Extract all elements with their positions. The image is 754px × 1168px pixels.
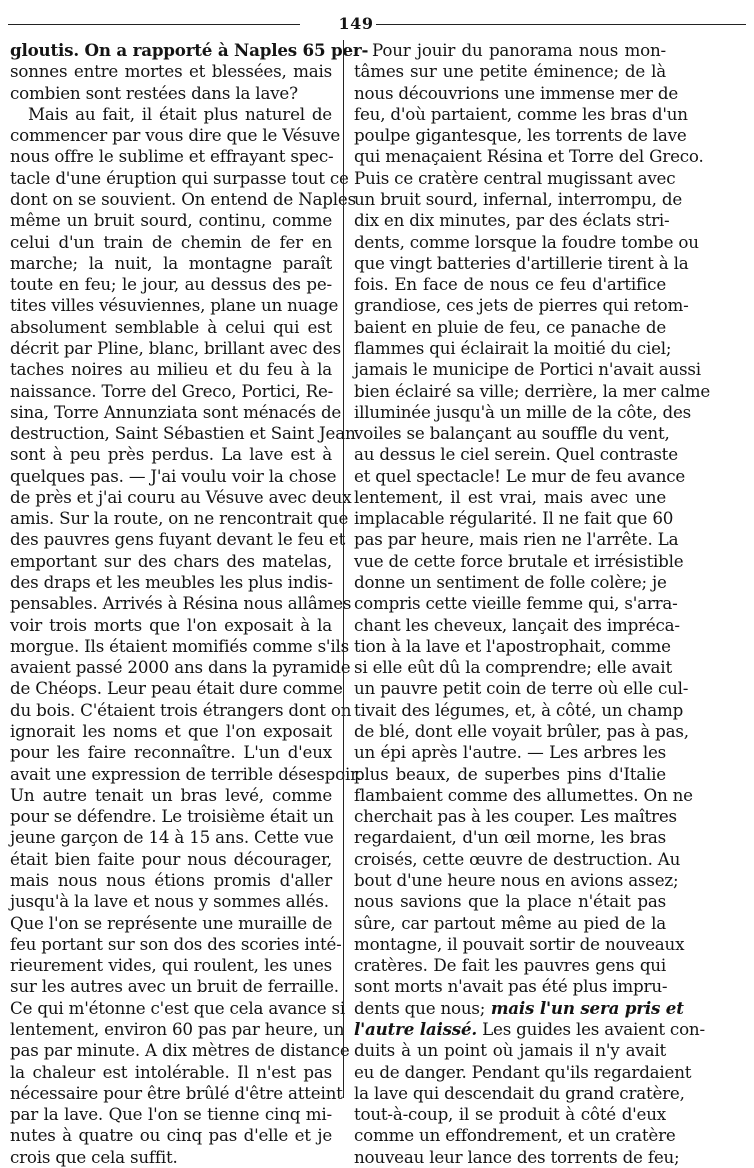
text-line: cherchait pas à les couper. Les maîtres [354,806,677,827]
text-line: voiles se balançant au souffle du vent, [354,423,670,444]
text-line: regardaient, d'un œil morne, les bras [354,827,666,848]
text-line: compris cette vieille femme qui, s'arra- [354,593,678,614]
text-line: de Chéops. Leur peau était dure comme [10,678,343,699]
text-line: implacable régularité. Il ne fait que 60 [354,508,674,529]
text-line: un pauvre petit coin de terre où elle cul- [354,678,689,699]
text-line: dents, comme lorsque la foudre tombe ou [354,231,699,252]
text-line: Un autre tenait un bras levé, comme [10,784,332,805]
text-line: absolument semblable à celui qui est [10,316,332,337]
text-line: Mais au fait, il était plus naturel de [28,103,332,124]
text-line: baient en pluie de feu, ce panache de [354,316,666,337]
text-line: sûre, car partout même au pied de la [354,912,666,933]
text-line: flambaient comme des allumettes. On ne [354,784,693,805]
text-line: montagne, il pouvait sortir de nouveaux [354,933,685,954]
text-line: poulpe gigantesque, les torrents de lave [354,125,687,146]
text-line: même un bruit sourd, continu, comme [10,210,332,231]
text-line: feu, d'où partaient, comme les bras d'un [354,103,688,124]
text-line: mais nous nous étions promis d'aller [10,869,332,890]
text-line: flammes qui éclairait la moitié du ciel; [354,337,672,358]
text-line: un épi après l'autre. — Les arbres les [354,742,666,763]
text-line: tites villes vésuviennes, plane un nuage [10,295,339,316]
header-rule-left [8,24,300,25]
text-line: jeune garçon de 14 à 15 ans. Cette vue [10,827,334,848]
text-line: tivait des légumes, et, à côté, un champ [354,699,684,720]
italic-quote: mais l'un sera pris et [485,997,684,1018]
text-line: duits à un point où jamais il n'y avait [354,1040,666,1061]
text-line: eu de danger. Pendant qu'ils regardaient [354,1061,692,1082]
text-line: sina, Torre Annunziata sont ménacés de [10,401,342,422]
text-line: destruction, Saint Sébastien et Saint Jean [10,423,356,444]
text-line: vue de cette force brutale et irrésistible [354,550,684,571]
text-line: de blé, dont elle voyait brûler, pas à pas, [354,721,689,741]
text-line: rieurement vides, qui roulent, les unes [10,955,332,976]
text-line: tacle d'une éruption qui surpasse tout ce [10,167,349,188]
text-line: lentement, il est vrai, mais avec une [354,486,666,507]
text-line: Que l'on se représente une muraille de [10,912,333,933]
text-line: avait une expression de terrible désespoir. [10,763,362,784]
text-line: comme un effondrement, et un cratère [354,1125,676,1146]
text-line: morgue. Ils étaient momifiés comme s'ils [10,635,349,656]
left-column [10,40,369,1168]
text-line: tout-à-coup, il se produit à côté d'eux [354,1104,666,1125]
text-line: tion à la lave et l'apostrophait, comme [354,635,671,656]
text-line: décrit par Pline, blanc, brillant avec des [10,337,341,358]
text-line: cratères. De fait les pauvres gens qui [354,955,666,976]
text-line: feu portant sur son dos des scories inté- [10,933,342,954]
text-line: pensables. Arrivés à Résina nous allâmes [10,593,352,614]
text-line: toute en feu; le jour, au dessus des pe- [10,274,332,295]
text-line: que vingt batteries d'artillerie tirent à la [354,252,689,273]
text-line: commencer par vous dire que le Vésuve [10,125,341,146]
text-line: quelques pas. — J'ai voulu voir la chose [10,465,337,486]
text-line: emportant sur des chars des matelas, [10,550,332,571]
header-rule-right [376,24,746,25]
text-line: nous savions que la place n'était pas [354,891,666,912]
text-line [354,997,684,1019]
text-line: du bois. C'étaient trois étrangers dont on [10,699,352,720]
text-line: crois que cela suffit. [10,1146,178,1167]
text-line: sur les autres avec un bruit de ferraille. [10,976,339,997]
text-line: était bien faite pour nous décourager, [10,848,332,869]
page-header [8,12,746,38]
text-line: des pauvres gens fuyant devant le feu et [10,529,346,550]
text-line: pas par minute. A dix mètres de distance [10,1040,350,1061]
text-line: sont morts n'avait pas été plus impru- [354,976,668,997]
text-line: pour se défendre. Le troisième était un [10,806,334,827]
text-line: des draps et les meubles les plus indis- [10,572,333,593]
text-line: nous découvrions une immense mer de [354,82,679,103]
text-line: pas par heure, mais rien ne l'arrête. La [354,529,679,550]
text-line: et quel spectacle! Le mur de feu avance [354,465,686,486]
text-line: sont à peu près perdus. La lave est à [10,444,332,465]
text-line: nouveau leur lance des torrents de feu; [354,1146,680,1167]
text-line: bout d'une heure nous en avions assez; [354,869,679,890]
text-line: la lave qui descendait du grand cratère, [354,1082,685,1103]
text-line: tâmes sur une petite éminence; de là [354,61,666,82]
text-line: sonnes entre mortes et blessées, mais [10,61,332,82]
text-line: voir trois morts que l'on exposait à la [10,614,332,635]
text-line: qui menaçaient Résina et Torre del Greco. [354,146,704,167]
text-line: avaient passé 2000 ans dans la pyramide [10,657,351,678]
text-line: dix en dix minutes, par des éclats stri- [354,210,670,231]
text-line: nécessaire pour être brûlé d'être atteint [10,1082,343,1103]
text-line: par la lave. Que l'on se tienne cinq mi- [10,1104,332,1125]
page-number: 149 [338,14,374,33]
text-line: combien sont restées dans la lave? [10,82,298,103]
text-line: grandiose, ces jets de pierres qui retom- [354,295,689,316]
text-line: donne un sentiment de folle colère; je [354,572,667,593]
text-line: pour les faire reconnaître. L'un d'eux [10,742,332,763]
text-line: ignorait les noms et que l'on exposait [10,721,332,741]
column-divider [343,40,344,1098]
text-line: Ce qui m'étonne c'est que cela avance si [10,997,346,1018]
text-line: nutes à quatre ou cinq pas d'elle et je [10,1125,332,1146]
text-line: la chaleur est intolérable. Il n'est pas [10,1061,332,1082]
text-line: de près et j'ai couru au Vésuve avec deux [10,486,352,507]
text-line: Puis ce cratère central mugissant avec [354,167,676,188]
text-line: au dessus le ciel serein. Quel contraste [354,444,678,465]
text-line: un bruit sourd, infernal, interrompu, de [354,188,683,209]
text-line: Pour jouir du panorama nous mon- [372,40,666,60]
text-line: fois. En face de nous ce feu d'artifice [354,274,666,295]
text-line: naissance. Torre del Greco, Portici, Re- [10,380,334,401]
text-line: chant les cheveux, lançait des impréca- [354,614,680,635]
text-line: gloutis. On a rapporté à Naples 65 per- [10,40,369,60]
text-run: Les guides les avaient con- [477,1018,705,1039]
text-line: marche; la nuit, la montagne paraît [10,252,332,273]
italic-quote: l'autre laissé. [354,1018,478,1039]
text-line: lentement, environ 60 pas par heure, un [10,1018,345,1039]
text-line: croisés, cette œuvre de destruction. Au [354,848,681,869]
text-line: jamais le municipe de Portici n'avait aussi [354,359,701,380]
text-line: dont on se souvient. On entend de Naples [10,188,356,209]
text-run: dents que nous; [354,997,486,1018]
text-line: celui d'un train de chemin de fer en [10,231,332,252]
text-line: si elle eût dû la comprendre; elle avait [354,657,672,678]
text-line: jusqu'à la lave et nous y sommes allés. [10,891,329,912]
text-line: amis. Sur la route, on ne rencontrait que [10,508,349,529]
text-line: nous offre le sublime et effrayant spec- [10,146,334,167]
text-line: bien éclairé sa ville; derrière, la mer calme [354,380,711,401]
text-line: plus beaux, de superbes pins d'Italie [354,763,666,784]
right-column [354,40,711,1168]
text-line: illuminée jusqu'à un mille de la côte, des [354,401,692,422]
text-line: taches noires au milieu et du feu à la [10,359,332,380]
text-line [354,1018,705,1040]
